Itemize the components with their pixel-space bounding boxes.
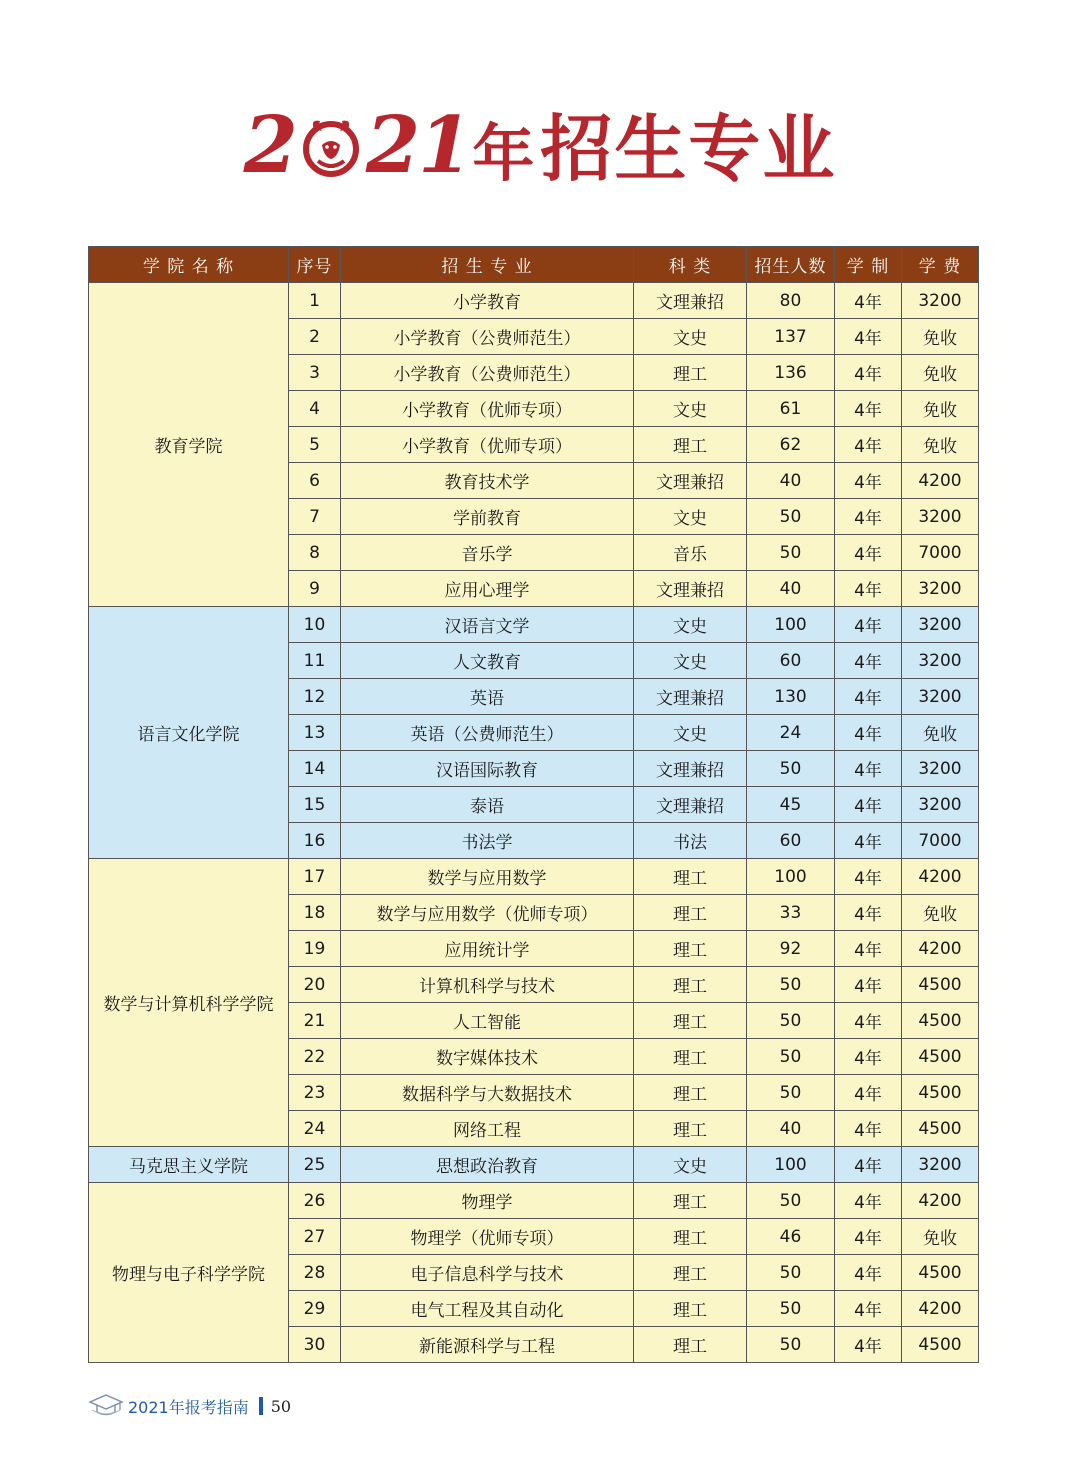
- row-major: 小学教育: [341, 283, 634, 319]
- row-duration: 4年: [835, 535, 902, 571]
- row-tuition: 4200: [902, 859, 979, 895]
- row-tuition: 免收: [902, 1219, 979, 1255]
- row-major: 数据科学与大数据技术: [341, 1075, 634, 1111]
- header-index: 序号: [289, 247, 341, 283]
- table-header-row: [89, 247, 979, 283]
- row-tuition: 4200: [902, 1183, 979, 1219]
- row-enrollment: 50: [747, 1039, 835, 1075]
- row-category: 文理兼招: [634, 283, 747, 319]
- row-index: 22: [289, 1039, 341, 1075]
- row-category: 文史: [634, 1147, 747, 1183]
- row-duration: 4年: [835, 1183, 902, 1219]
- row-index: 17: [289, 859, 341, 895]
- row-enrollment: 24: [747, 715, 835, 751]
- row-major: 物理学: [341, 1183, 634, 1219]
- row-major: 应用心理学: [341, 571, 634, 607]
- row-enrollment: 130: [747, 679, 835, 715]
- row-category: 文理兼招: [634, 571, 747, 607]
- college-name: 教育学院: [89, 283, 289, 607]
- row-tuition: 4200: [902, 931, 979, 967]
- header-category: 科 类: [634, 247, 747, 283]
- row-tuition: 3200: [902, 643, 979, 679]
- row-index: 13: [289, 715, 341, 751]
- footer-guide-label: 2021年报考指南: [128, 1397, 249, 1417]
- row-major: 计算机科学与技术: [341, 967, 634, 1003]
- table-row: [89, 1183, 979, 1219]
- row-enrollment: 61: [747, 391, 835, 427]
- row-tuition: 4200: [902, 463, 979, 499]
- row-category: 文史: [634, 319, 747, 355]
- row-index: 28: [289, 1255, 341, 1291]
- row-tuition: 3200: [902, 283, 979, 319]
- row-enrollment: 45: [747, 787, 835, 823]
- row-category: 理工: [634, 427, 747, 463]
- row-index: 1: [289, 283, 341, 319]
- row-index: 21: [289, 1003, 341, 1039]
- row-major: 小学教育（优师专项）: [341, 391, 634, 427]
- row-duration: 4年: [835, 355, 902, 391]
- row-tuition: 免收: [902, 391, 979, 427]
- page-title: [0, 96, 1080, 196]
- page-footer: [88, 1390, 291, 1422]
- row-index: 5: [289, 427, 341, 463]
- row-major: 汉语国际教育: [341, 751, 634, 787]
- row-duration: 4年: [835, 931, 902, 967]
- row-major: 思想政治教育: [341, 1147, 634, 1183]
- row-category: 文理兼招: [634, 751, 747, 787]
- row-enrollment: 60: [747, 643, 835, 679]
- header-tuition: 学 费: [902, 247, 979, 283]
- graduation-cap-icon: [88, 1392, 124, 1420]
- row-tuition: 免收: [902, 319, 979, 355]
- row-duration: 4年: [835, 1147, 902, 1183]
- row-duration: 4年: [835, 1075, 902, 1111]
- row-category: 理工: [634, 1039, 747, 1075]
- row-category: 理工: [634, 1003, 747, 1039]
- row-major: 书法学: [341, 823, 634, 859]
- title-digit-2: 2: [243, 100, 296, 191]
- row-duration: 4年: [835, 895, 902, 931]
- row-index: 4: [289, 391, 341, 427]
- row-category: 理工: [634, 1291, 747, 1327]
- row-category: 文史: [634, 607, 747, 643]
- row-category: 文史: [634, 715, 747, 751]
- row-enrollment: 80: [747, 283, 835, 319]
- row-category: 理工: [634, 1183, 747, 1219]
- row-category: 理工: [634, 1219, 747, 1255]
- row-duration: 4年: [835, 859, 902, 895]
- row-major: 小学教育（公费师范生）: [341, 319, 634, 355]
- college-name: 马克思主义学院: [89, 1147, 289, 1183]
- row-category: 书法: [634, 823, 747, 859]
- title-digit-1: 1: [418, 100, 471, 191]
- row-duration: 4年: [835, 463, 902, 499]
- row-enrollment: 50: [747, 1003, 835, 1039]
- row-major: 汉语言文学: [341, 607, 634, 643]
- row-category: 理工: [634, 895, 747, 931]
- row-tuition: 4500: [902, 1255, 979, 1291]
- row-category: 文理兼招: [634, 463, 747, 499]
- row-tuition: 4500: [902, 1075, 979, 1111]
- row-major: 音乐学: [341, 535, 634, 571]
- row-category: 文史: [634, 643, 747, 679]
- row-index: 9: [289, 571, 341, 607]
- majors-table: [88, 246, 979, 1363]
- row-index: 30: [289, 1327, 341, 1363]
- row-major: 学前教育: [341, 499, 634, 535]
- row-enrollment: 136: [747, 355, 835, 391]
- row-major: 电气工程及其自动化: [341, 1291, 634, 1327]
- row-enrollment: 50: [747, 1075, 835, 1111]
- row-major: 人文教育: [341, 643, 634, 679]
- header-college: 学 院 名 称: [89, 247, 289, 283]
- row-index: 24: [289, 1111, 341, 1147]
- header-major: 招 生 专 业: [341, 247, 634, 283]
- row-category: 文史: [634, 391, 747, 427]
- title-digit-2b: 2: [365, 100, 419, 191]
- row-duration: 4年: [835, 391, 902, 427]
- row-major: 数学与应用数学（优师专项）: [341, 895, 634, 931]
- table-row: [89, 1147, 979, 1183]
- row-tuition: 免收: [902, 427, 979, 463]
- row-duration: 4年: [835, 1111, 902, 1147]
- row-enrollment: 60: [747, 823, 835, 859]
- row-index: 14: [289, 751, 341, 787]
- row-category: 理工: [634, 859, 747, 895]
- row-enrollment: 50: [747, 751, 835, 787]
- row-duration: 4年: [835, 319, 902, 355]
- row-category: 文理兼招: [634, 787, 747, 823]
- row-duration: 4年: [835, 751, 902, 787]
- row-major: 应用统计学: [341, 931, 634, 967]
- header-duration: 学 制: [835, 247, 902, 283]
- row-duration: 4年: [835, 1291, 902, 1327]
- college-name: 语言文化学院: [89, 607, 289, 859]
- row-major: 教育技术学: [341, 463, 634, 499]
- row-enrollment: 137: [747, 319, 835, 355]
- row-major: 电子信息科学与技术: [341, 1255, 634, 1291]
- row-duration: 4年: [835, 571, 902, 607]
- row-index: 18: [289, 895, 341, 931]
- row-enrollment: 100: [747, 1147, 835, 1183]
- row-index: 20: [289, 967, 341, 1003]
- row-major: 物理学（优师专项）: [341, 1219, 634, 1255]
- row-category: 理工: [634, 931, 747, 967]
- table-row: [89, 859, 979, 895]
- row-duration: 4年: [835, 607, 902, 643]
- row-category: 理工: [634, 1255, 747, 1291]
- row-duration: 4年: [835, 715, 902, 751]
- table-row: [89, 283, 979, 319]
- row-enrollment: 50: [747, 1291, 835, 1327]
- row-enrollment: 50: [747, 967, 835, 1003]
- row-duration: 4年: [835, 283, 902, 319]
- table-row: [89, 607, 979, 643]
- row-tuition: 免收: [902, 895, 979, 931]
- row-enrollment: 40: [747, 463, 835, 499]
- row-tuition: 免收: [902, 355, 979, 391]
- header-enrollment: 招生人数: [747, 247, 835, 283]
- row-major: 小学教育（优师专项）: [341, 427, 634, 463]
- row-enrollment: 62: [747, 427, 835, 463]
- row-duration: 4年: [835, 787, 902, 823]
- row-enrollment: 100: [747, 607, 835, 643]
- row-duration: 4年: [835, 499, 902, 535]
- page-number: 50: [270, 1396, 292, 1416]
- row-index: 10: [289, 607, 341, 643]
- row-tuition: 3200: [902, 499, 979, 535]
- row-major: 网络工程: [341, 1111, 634, 1147]
- row-major: 小学教育（公费师范生）: [341, 355, 634, 391]
- row-tuition: 4500: [902, 1039, 979, 1075]
- ox-emblem-icon: [300, 115, 362, 177]
- row-tuition: 3200: [902, 787, 979, 823]
- row-duration: 4年: [835, 643, 902, 679]
- row-tuition: 3200: [902, 1147, 979, 1183]
- row-category: 文史: [634, 499, 747, 535]
- row-index: 29: [289, 1291, 341, 1327]
- college-name: 物理与电子科学学院: [89, 1183, 289, 1363]
- row-tuition: 4500: [902, 1111, 979, 1147]
- row-index: 6: [289, 463, 341, 499]
- row-duration: 4年: [835, 1327, 902, 1363]
- row-major: 人工智能: [341, 1003, 634, 1039]
- row-category: 理工: [634, 355, 747, 391]
- row-duration: 4年: [835, 1003, 902, 1039]
- row-tuition: 3200: [902, 571, 979, 607]
- row-duration: 4年: [835, 967, 902, 1003]
- row-category: 文理兼招: [634, 679, 747, 715]
- row-enrollment: 100: [747, 859, 835, 895]
- row-major: 新能源科学与工程: [341, 1327, 634, 1363]
- table-body: [89, 283, 979, 1363]
- row-index: 25: [289, 1147, 341, 1183]
- row-major: 英语（公费师范生）: [341, 715, 634, 751]
- row-index: 23: [289, 1075, 341, 1111]
- row-index: 19: [289, 931, 341, 967]
- college-name: 数学与计算机科学学院: [89, 859, 289, 1147]
- row-enrollment: 46: [747, 1219, 835, 1255]
- row-tuition: 3200: [902, 751, 979, 787]
- title-year-char: 年: [472, 117, 535, 190]
- row-index: 3: [289, 355, 341, 391]
- row-tuition: 4500: [902, 1003, 979, 1039]
- title-text: 招生专业: [540, 107, 837, 191]
- row-index: 12: [289, 679, 341, 715]
- row-duration: 4年: [835, 427, 902, 463]
- row-duration: 4年: [835, 679, 902, 715]
- row-category: 理工: [634, 1075, 747, 1111]
- row-enrollment: 40: [747, 1111, 835, 1147]
- row-duration: 4年: [835, 1219, 902, 1255]
- row-tuition: 7000: [902, 823, 979, 859]
- row-major: 英语: [341, 679, 634, 715]
- row-tuition: 4200: [902, 1291, 979, 1327]
- row-duration: 4年: [835, 823, 902, 859]
- row-enrollment: 50: [747, 535, 835, 571]
- row-category: 音乐: [634, 535, 747, 571]
- row-tuition: 7000: [902, 535, 979, 571]
- row-tuition: 免收: [902, 715, 979, 751]
- row-major: 数学与应用数学: [341, 859, 634, 895]
- row-tuition: 3200: [902, 679, 979, 715]
- row-duration: 4年: [835, 1039, 902, 1075]
- row-index: 15: [289, 787, 341, 823]
- row-enrollment: 50: [747, 1255, 835, 1291]
- row-enrollment: 40: [747, 571, 835, 607]
- footer-divider: [259, 1397, 263, 1415]
- row-enrollment: 50: [747, 1327, 835, 1363]
- row-index: 16: [289, 823, 341, 859]
- row-index: 26: [289, 1183, 341, 1219]
- row-category: 理工: [634, 967, 747, 1003]
- row-tuition: 4500: [902, 1327, 979, 1363]
- row-tuition: 3200: [902, 607, 979, 643]
- row-index: 2: [289, 319, 341, 355]
- row-category: 理工: [634, 1327, 747, 1363]
- row-enrollment: 50: [747, 499, 835, 535]
- row-enrollment: 33: [747, 895, 835, 931]
- row-index: 8: [289, 535, 341, 571]
- row-enrollment: 92: [747, 931, 835, 967]
- row-index: 27: [289, 1219, 341, 1255]
- row-major: 泰语: [341, 787, 634, 823]
- row-duration: 4年: [835, 1255, 902, 1291]
- row-enrollment: 50: [747, 1183, 835, 1219]
- row-index: 11: [289, 643, 341, 679]
- row-major: 数字媒体技术: [341, 1039, 634, 1075]
- row-index: 7: [289, 499, 341, 535]
- row-tuition: 4500: [902, 967, 979, 1003]
- row-category: 理工: [634, 1111, 747, 1147]
